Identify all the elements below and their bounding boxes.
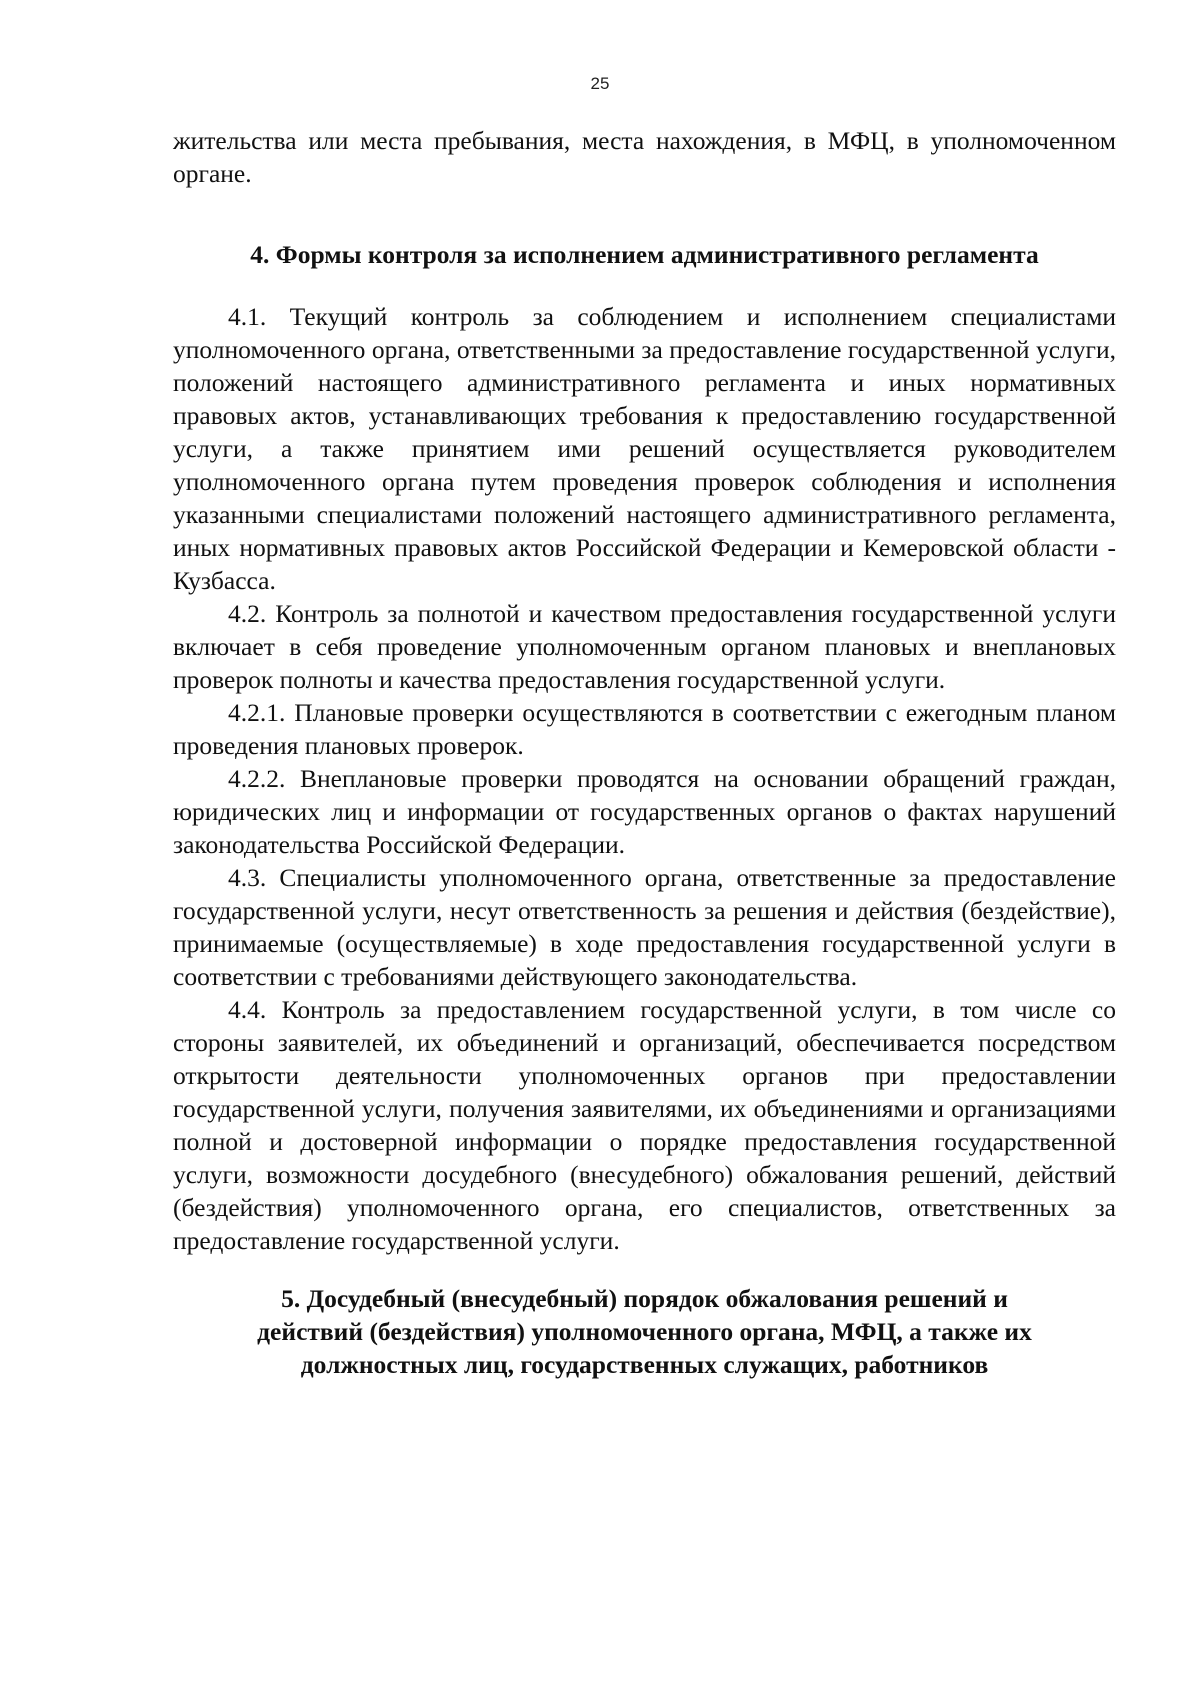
- section-5-title: [173, 1282, 1116, 1381]
- paragraph-4-2-2: 4.2.2. Внеплановые проверки проводятся на основании обращений граждан, юридических лиц и информации от государственных органов о фактах нарушений законодательства Российской Федерации.: [173, 764, 1116, 859]
- section-5-title-line-1: 5. Досудебный (внесудебный) порядок обжалования решений и: [281, 1284, 1008, 1313]
- section-5-title-line-2: действий (бездействия) уполномоченного органа, МФЦ, а также их: [257, 1317, 1032, 1346]
- paragraph-4-1: 4.1. Текущий контроль за соблюдением и исполнением специалистами уполномоченного органа, ответственными за предоставление государственной услуги, положений настоящего административного регламента и иных нормативных правовых актов, устанавливающих требования к предоставлению государственной услуги, а также принятием ими решений осуществляется руководителем уполномоченного органа путем проведения проверок соблюдения и исполнения указанными специалистами положений настоящего административного регламента, иных нормативных правовых актов Российской Федерации и Кемеровской области - Кузбасса.: [173, 302, 1116, 595]
- paragraph-4-4: 4.4. Контроль за предоставлением государственной услуги, в том числе со стороны заявителей, их объединений и организаций, обеспечивается посредством открытости деятельности уполномоченных органов при предоставлении государственной услуги, получения заявителями, их объединениями и организациями полной и достоверной информации о порядке предоставления государственной услуги, возможности досудебного (внесудебного) обжалования решений, действий (бездействия) уполномоченного органа, его специалистов, ответственных за предоставление государственной услуги.: [173, 995, 1116, 1255]
- paragraph-4-2: 4.2. Контроль за полнотой и качеством предоставления государственной услуги включает в себя проведение уполномоченным органом плановых и внеплановых проверок полноты и качества предоставления государственной услуги.: [173, 599, 1116, 694]
- section-5-title-line-3: должностных лиц, государственных служащих, работников: [300, 1350, 989, 1379]
- section-4-title: 4. Формы контроля за исполнением административного регламента: [250, 240, 1039, 269]
- intro-paragraph-block: [173, 124, 1116, 190]
- intro-paragraph: жительства или места пребывания, места нахождения, в МФЦ, в уполномоченном органе.: [173, 126, 1116, 188]
- paragraph-4-3: 4.3. Специалисты уполномоченного органа, ответственные за предоставление государственной услуги, несут ответственность за решения и действия (бездействие), принимаемые (осуществляемые) в ходе предоставления государственной услуги в соответствии с требованиями действующего законодательства.: [173, 863, 1116, 991]
- section-4-body: [173, 300, 1116, 1257]
- paragraph-4-2-1: 4.2.1. Плановые проверки осуществляются в соответствии с ежегодным планом проведения плановых проверок.: [173, 698, 1116, 760]
- page-number: 25: [590, 74, 610, 93]
